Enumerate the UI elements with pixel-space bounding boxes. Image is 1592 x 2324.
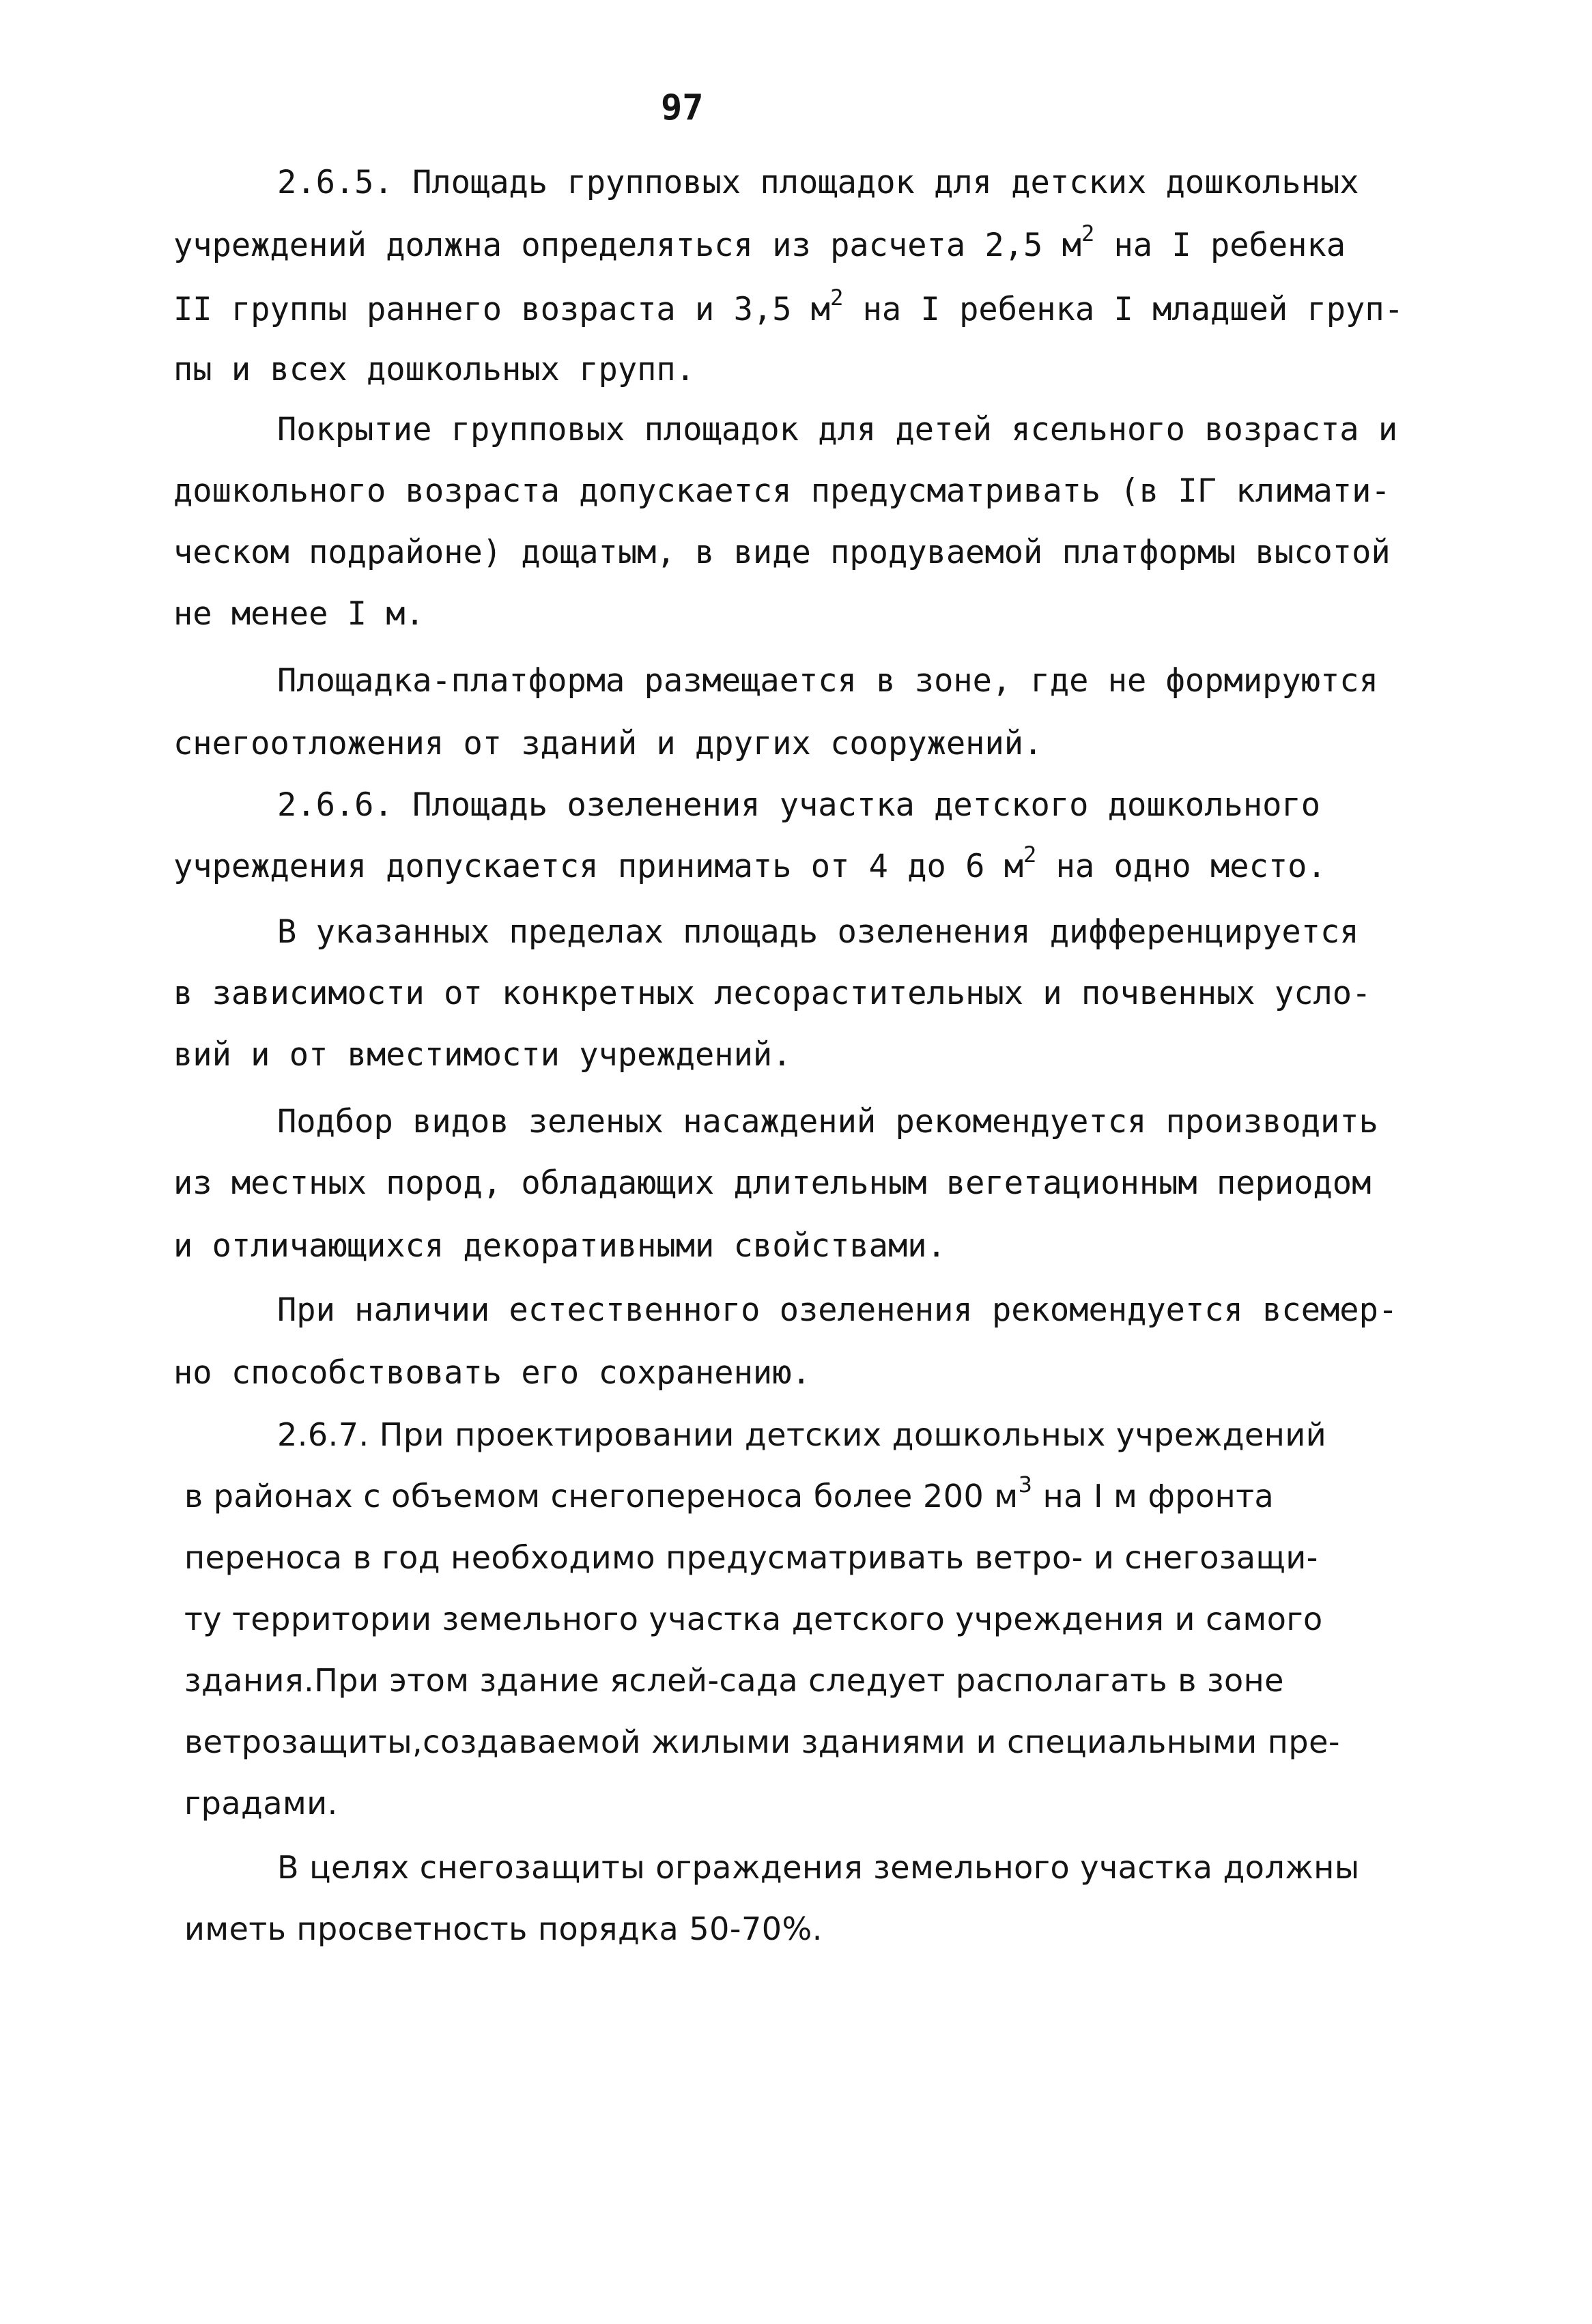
text-line: 2.6.5. Площадь групповых площадок для детских дошкольных xyxy=(277,164,1359,201)
text-line: в зависимости от конкретных лесорастительных и почвенных усло- xyxy=(173,975,1371,1012)
text-line: не менее I м. xyxy=(173,595,425,633)
text-line: вий и от вместимости учреждений. xyxy=(173,1036,792,1074)
text-line: II группы раннего возраста и 3,5 $м^2$ на I ребенка I младшей груп- xyxy=(173,285,1404,328)
text-line: и отличающихся декоративными свойствами. xyxy=(173,1227,946,1265)
text-line: В целях снегозащиты ограждения земельного участка должны xyxy=(277,1849,1360,1886)
text-line: градами. xyxy=(184,1785,338,1822)
text-line: но способствовать его сохранению. xyxy=(173,1354,811,1392)
text-line: в районах с объемом снегопереноса более 200 $м^3$ на I м фронта xyxy=(184,1472,1275,1515)
text-line: учреждения допускается принимать от 4 до 6 $м^2$ на одно место. xyxy=(173,842,1326,885)
text-line: из местных пород, обладающих длительным вегетационным периодом xyxy=(173,1164,1371,1202)
text-line: При наличии естественного озеленения рекомендуется всемер- xyxy=(277,1291,1398,1329)
text-line: ческом подрайоне) дощатым, в виде продуваемой платформы высотой xyxy=(173,534,1391,571)
text-line: переноса в год необходимо предусматривать ветро- и снегозащи- xyxy=(184,1539,1318,1576)
superscript: 3 xyxy=(1018,1472,1033,1497)
text-line: пы и всех дошкольных групп. xyxy=(173,351,696,388)
text-line: дошкольного возраста допускается предусматривать (в IГ климати- xyxy=(173,472,1391,510)
text-line: учреждений должна определяться из расчета 2,5 $м^2$ на I ребенка xyxy=(173,220,1346,264)
page-number: 97 xyxy=(661,87,704,128)
text-line: 2.6.6. Площадь озеленения участка детского дошкольного xyxy=(277,786,1321,824)
text-line: Покрытие групповых площадок для детей ясельного возраста и xyxy=(277,411,1398,448)
text-line: 2.6.7. При проектировании детских дошкольных учреждений xyxy=(277,1416,1327,1453)
superscript: 2 xyxy=(830,285,844,311)
text-line: снегоотложения от зданий и других сооружений. xyxy=(173,725,1043,762)
superscript: 2 xyxy=(1023,842,1037,867)
superscript: 2 xyxy=(1081,220,1095,246)
text-line: ветрозащиты,создаваемой жилыми зданиями и специальными пре- xyxy=(184,1723,1340,1760)
text-line: В указанных пределах площадь озеленения дифференцируется xyxy=(277,913,1359,951)
text-line: Подбор видов зеленых насаждений рекомендуется производить xyxy=(277,1103,1378,1141)
text-line: Площадка-платформа размещается в зоне, где не формируются xyxy=(277,662,1378,700)
text-line: ту территории земельного участка детского учреждения и самого xyxy=(184,1601,1323,1637)
text-line: здания.При этом здание яслей-сада следует располагать в зоне xyxy=(184,1662,1284,1699)
text-line: иметь просветность порядка 50-70%. xyxy=(184,1910,823,1947)
